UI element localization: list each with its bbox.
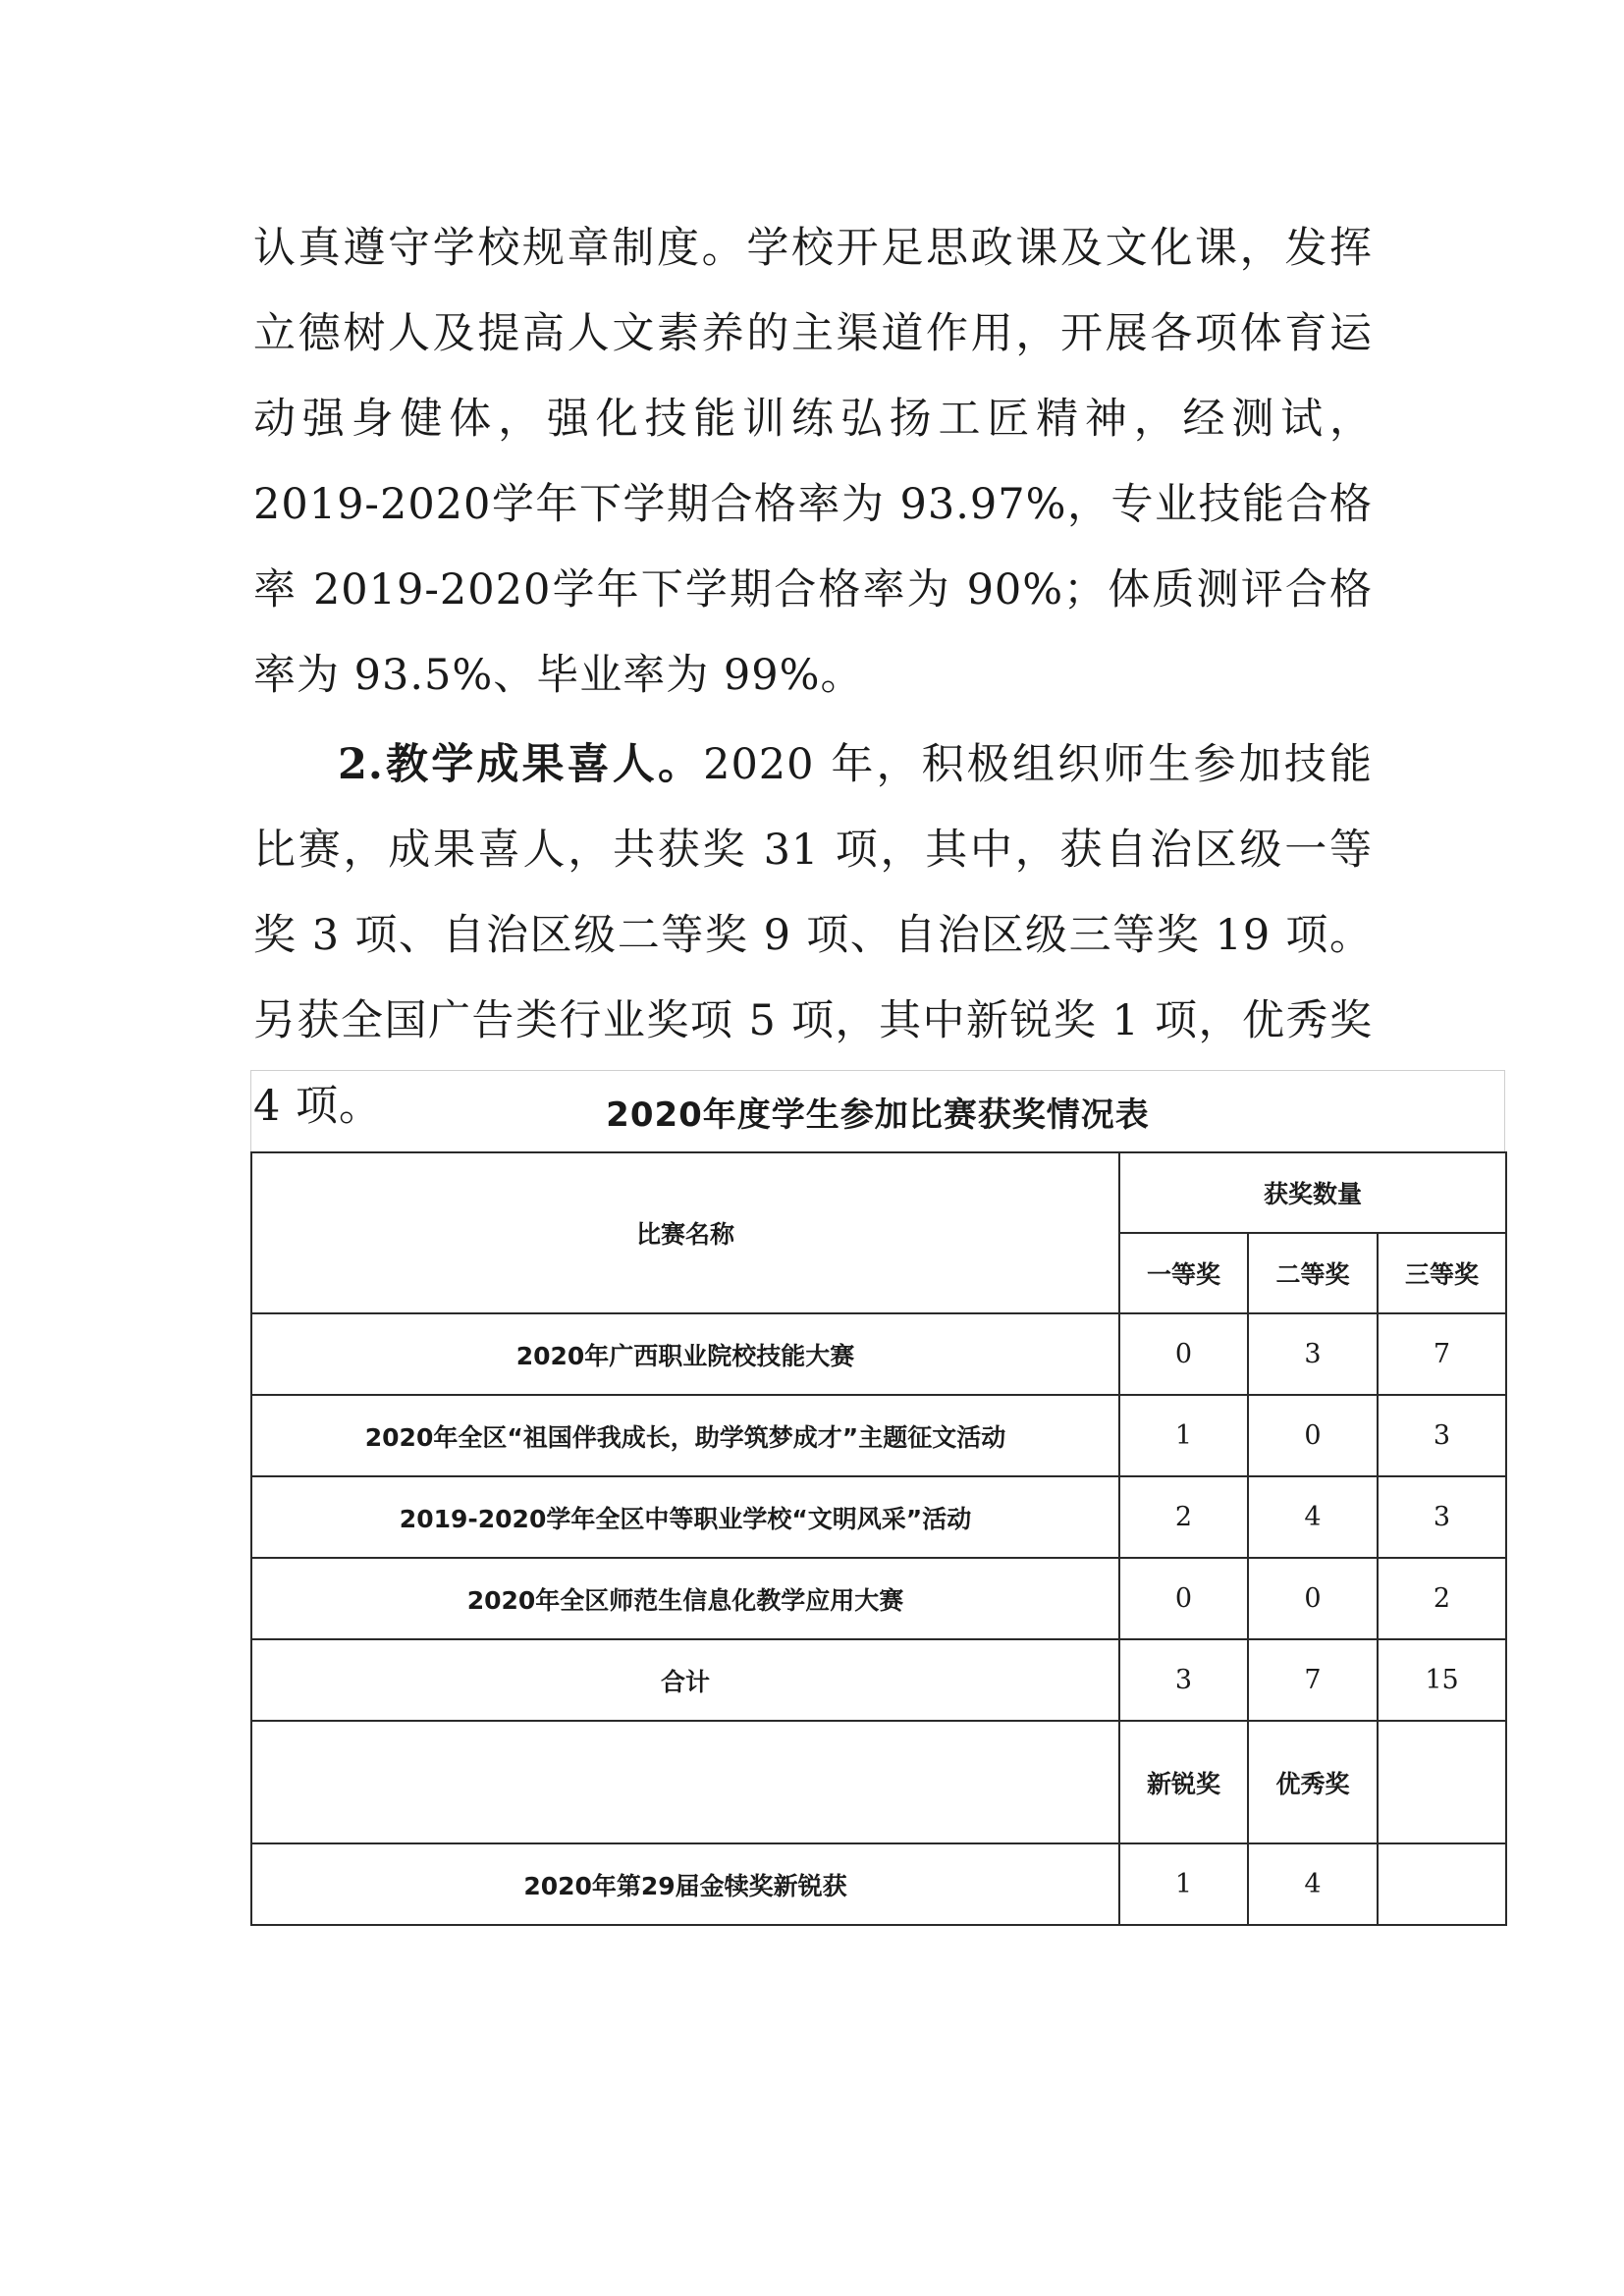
third-prize-count: 2 — [1378, 1558, 1506, 1639]
paragraph-2-text: 2020 年，积极组织师生参加技能比赛，成果喜人，共获奖 31 项，其中，获自治区级一等奖 3 项、自治区级二等奖 9 项、自治区级三等奖 19 项。另获全国广告类行业奖项 5 项，其中新锐奖 1 项，优秀奖 4 项。 — [253, 740, 1373, 1131]
table-row — [251, 1313, 1506, 1395]
awards-table-section — [250, 1070, 1505, 1926]
rising-star-award-count: 1 — [1119, 1843, 1248, 1925]
paragraph-1 — [253, 206, 1373, 719]
third-prize-count: 7 — [1378, 1313, 1506, 1395]
awards-table — [250, 1151, 1507, 1926]
third-prize-header: 三等奖 — [1378, 1233, 1506, 1313]
award-count-header: 获奖数量 — [1119, 1152, 1506, 1233]
competition-name: 2019-2020学年全区中等职业学校“文明风采”活动 — [251, 1476, 1119, 1558]
total-second-prize: 7 — [1248, 1639, 1378, 1721]
third-prize-count: 3 — [1378, 1476, 1506, 1558]
body-text — [253, 206, 1373, 1149]
sub-header-row — [251, 1721, 1506, 1843]
competition-name: 2020年全区师范生信息化教学应用大赛 — [251, 1558, 1119, 1639]
rising-star-award-header: 新锐奖 — [1119, 1721, 1248, 1843]
table-row — [251, 1476, 1506, 1558]
table-row — [251, 1558, 1506, 1639]
competition-name: 2020年广西职业院校技能大赛 — [251, 1313, 1119, 1395]
header-row — [251, 1152, 1506, 1233]
first-prize-header: 一等奖 — [1119, 1233, 1248, 1313]
first-prize-count: 2 — [1119, 1476, 1248, 1558]
total-label: 合计 — [251, 1639, 1119, 1721]
sub-header-empty — [1378, 1721, 1506, 1843]
excellence-award-count: 4 — [1248, 1843, 1378, 1925]
sub-header-name — [251, 1721, 1119, 1843]
paragraph-1-text: 认真遵守学校规章制度。学校开足思政课及文化课，发挥立德树人及提高人文素养的主渠道作用，开展各项体育运动强身健体，强化技能训练弘扬工匠精神，经测试，2019-2020学年下学期合格率为 93.97%，专业技能合格率 2019-2020学年下学期合格率为 90%；体质测评合格率为 93.5%、毕业率为 99%。 — [253, 224, 1373, 700]
extra-competition-name: 2020年第29届金犊奖新锐获 — [251, 1843, 1119, 1925]
second-prize-count: 0 — [1248, 1395, 1378, 1476]
total-first-prize: 3 — [1119, 1639, 1248, 1721]
table-row — [251, 1395, 1506, 1476]
first-prize-count: 0 — [1119, 1313, 1248, 1395]
table-title: 2020年度学生参加比赛获奖情况表 — [250, 1070, 1505, 1151]
total-third-prize: 15 — [1378, 1639, 1506, 1721]
total-row — [251, 1639, 1506, 1721]
extra-award-row — [251, 1843, 1506, 1925]
competition-name: 2020年全区“祖国伴我成长，助学筑梦成才”主题征文活动 — [251, 1395, 1119, 1476]
extra-empty-cell — [1378, 1843, 1506, 1925]
second-prize-count: 0 — [1248, 1558, 1378, 1639]
third-prize-count: 3 — [1378, 1395, 1506, 1476]
second-prize-count: 4 — [1248, 1476, 1378, 1558]
paragraph-2-lead: 2.教学成果喜人。 — [338, 740, 704, 789]
excellence-award-header: 优秀奖 — [1248, 1721, 1378, 1843]
competition-name-header: 比赛名称 — [251, 1152, 1119, 1313]
second-prize-count: 3 — [1248, 1313, 1378, 1395]
first-prize-count: 0 — [1119, 1558, 1248, 1639]
first-prize-count: 1 — [1119, 1395, 1248, 1476]
second-prize-header: 二等奖 — [1248, 1233, 1378, 1313]
